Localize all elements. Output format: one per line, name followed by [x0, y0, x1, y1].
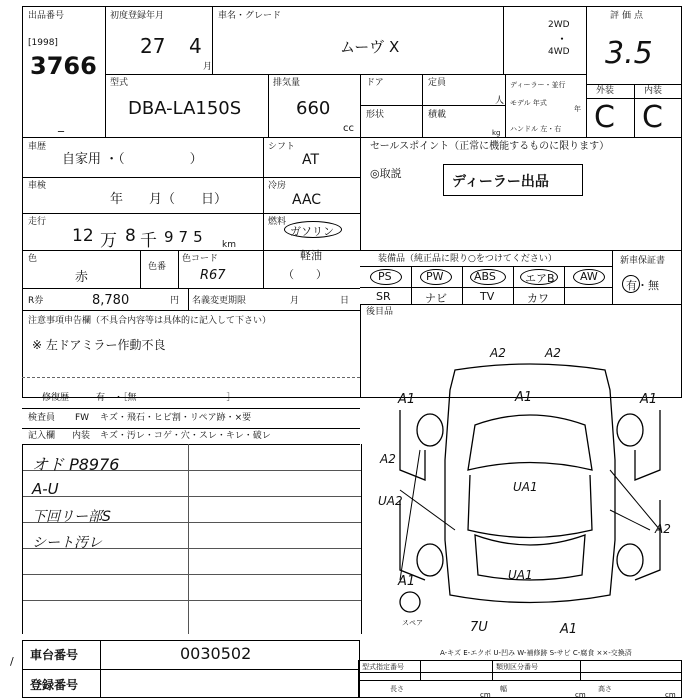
divider	[105, 6, 106, 138]
mark-a2-top-right: A2	[545, 346, 561, 360]
divider	[634, 84, 635, 138]
exterior-value: C	[594, 100, 615, 135]
color-value: 赤	[75, 270, 89, 285]
mark-a1-bottom-right: A1	[560, 622, 578, 637]
reg-expiry-month: 月	[290, 296, 300, 306]
side-mark: /	[10, 655, 14, 668]
shape-label: 形状	[366, 110, 385, 120]
divider	[360, 105, 505, 106]
equip-ps: PS	[378, 270, 392, 283]
grade-label: 評価点	[610, 11, 647, 21]
mileage-sen-unit: 千	[140, 231, 157, 251]
first-reg-month-unit: 月	[203, 62, 213, 72]
shift-label: シフト	[268, 142, 296, 152]
equip-sr: SR	[376, 290, 391, 303]
recycle-value: 8,780	[92, 293, 130, 308]
lot-label: 出品番号	[28, 11, 65, 21]
height-unit: cm	[665, 691, 676, 699]
equip-aw: AW	[580, 270, 598, 283]
equip-leather: カワ	[527, 292, 549, 305]
fuel-label: 燃料	[268, 217, 287, 227]
shift-value: AT	[302, 152, 320, 168]
color-num-label: 色番	[148, 262, 167, 272]
history-label: 車歴	[28, 142, 47, 152]
mark-a1-top: A1	[515, 390, 533, 405]
equip-navi: ナビ	[425, 292, 447, 305]
registration-label: 登録番号	[30, 678, 79, 692]
capacity-unit: 人	[495, 96, 505, 106]
divider	[22, 177, 360, 178]
mark-a2-top-left: A2	[490, 346, 506, 360]
handwritten-note: オド P8976	[32, 455, 120, 474]
inspection-value: 年 月（ 日）	[110, 192, 228, 207]
equip-tv: TV	[480, 290, 495, 303]
drive-dot: ・	[556, 32, 569, 46]
door-label: ドア	[366, 78, 384, 88]
divider	[513, 266, 514, 304]
entry-label: 記入欄	[28, 431, 56, 441]
aircon-value: AAC	[292, 192, 322, 208]
divider	[422, 74, 423, 138]
mark-ua2: UA2	[378, 494, 403, 508]
notes-label: 注意事項申告欄（不具合内容等は具体的に記入して下さい）	[28, 316, 272, 326]
dealer-model-year-label: モデル 年式	[510, 99, 547, 107]
displacement-value: 660	[296, 98, 331, 119]
mark-a1-right: A1	[640, 392, 658, 407]
divider	[22, 310, 360, 311]
check-fw: FW	[75, 413, 90, 423]
chassis-value: 0030502	[180, 644, 252, 663]
divider	[358, 680, 682, 681]
divider	[612, 250, 613, 304]
first-reg-label: 初度登録年月	[110, 11, 165, 21]
width-label: 幅	[500, 685, 507, 693]
mileage-label: 走行	[28, 217, 47, 227]
divider	[22, 408, 360, 409]
history-value: 自家用 ・（ ）	[62, 152, 203, 167]
lot-mark: _	[58, 118, 64, 132]
divider	[22, 250, 682, 251]
warranty-value: 有・無	[626, 279, 659, 292]
notes-line1: ※ 左ドアミラー作動不良	[32, 338, 166, 352]
divider	[268, 74, 269, 138]
damage-legend: A-キズ E-エクボ U-凹み W-補修跡 S-サビ C-腐食 ××-交換済	[440, 649, 632, 657]
divider	[462, 266, 463, 304]
color-code-value: R67	[200, 268, 226, 283]
divider	[100, 640, 101, 698]
displacement-unit: cc	[343, 123, 354, 134]
divider	[505, 74, 506, 138]
lot-year-tag: [1998]	[28, 38, 58, 48]
divider	[492, 660, 493, 680]
length-unit: cm	[480, 691, 491, 699]
mileage-sen: 8	[125, 226, 136, 246]
seat-label: 後目品	[366, 307, 394, 317]
divider	[420, 660, 421, 680]
mark-ua1-rear: UA1	[508, 568, 533, 582]
mark-spare: スペア	[402, 619, 423, 627]
divider	[22, 288, 360, 289]
equipment-label: 装備品（純正品に限り○をつけてください）	[378, 254, 557, 264]
notes-repair: 修復歴 有 ・［無 ］	[42, 393, 236, 403]
model-code-value: DBA-LA150S	[128, 98, 242, 119]
divider	[22, 669, 360, 670]
fuel-other: （ ）	[283, 268, 327, 281]
load-label: 積載	[428, 110, 447, 120]
entry-inner: 内装	[72, 431, 91, 441]
handwritten-note: シート汚レ	[32, 535, 102, 551]
interior-value: C	[642, 100, 663, 135]
capacity-label: 定員	[428, 78, 447, 88]
mark-a1-bottom-left: A1	[398, 574, 416, 589]
inspection-label: 車検	[28, 181, 47, 191]
aircon-label: 冷房	[268, 181, 287, 191]
equip-abs: ABS	[474, 270, 496, 283]
entry-inner-items: キズ・汚レ・コゲ・穴・スレ・キレ・破レ	[100, 431, 271, 441]
sales-manual: ◎取説	[370, 167, 402, 180]
divider	[105, 74, 586, 75]
handwritten-note: 下回リー部S	[32, 509, 111, 525]
lot-number: 3766	[30, 52, 97, 80]
mark-ua1-center: UA1	[513, 480, 538, 494]
divider	[140, 250, 141, 288]
drive-2wd: 2WD	[548, 20, 570, 30]
dealer-label: ディーラー・並行	[510, 81, 566, 89]
recycle-unit: 円	[170, 296, 180, 306]
model-name-label: 車名・グレード	[218, 11, 282, 21]
height-label: 高さ	[598, 685, 612, 693]
mark-a2-right: A2	[655, 522, 671, 536]
divider	[360, 266, 612, 267]
mileage-unit: km	[222, 240, 236, 250]
exterior-label: 外装	[596, 86, 615, 96]
mileage-rest: 975	[164, 228, 208, 246]
color-label: 色	[28, 254, 38, 264]
divider	[360, 304, 682, 305]
reg-expiry-label: 名義変更期限	[192, 296, 247, 306]
divider	[360, 287, 612, 288]
model-code-label: 型式	[110, 78, 129, 88]
divider	[22, 213, 360, 214]
recycle-label: R券	[28, 296, 44, 306]
divider	[188, 288, 189, 310]
equip-pw: PW	[426, 270, 444, 283]
mark-a1-left: A1	[398, 392, 416, 407]
divider	[22, 428, 360, 429]
drive-4wd: 4WD	[548, 47, 570, 57]
divider	[358, 672, 682, 673]
divider	[411, 266, 412, 304]
dealer-handle-label: ハンドル 左・右	[510, 125, 562, 133]
divider	[360, 74, 361, 138]
first-reg-year: 27	[140, 34, 166, 58]
first-reg-month: 4	[189, 34, 202, 58]
divider	[22, 377, 360, 378]
model-spec-label: 型式指定番号	[362, 663, 404, 671]
divider	[580, 660, 581, 680]
displacement-label: 排気量	[273, 78, 301, 88]
divider	[564, 266, 565, 304]
width-unit: cm	[575, 691, 586, 699]
load-unit: kg	[492, 129, 501, 137]
divider	[178, 250, 179, 288]
check-label: 検査員	[28, 413, 56, 423]
check-fw-items: キズ・飛石・ヒビ割・リペア跡・×要	[100, 413, 252, 423]
class-spec-label: 類別区分番号	[496, 663, 538, 671]
fuel-gasoline: ガソリン	[290, 225, 334, 238]
divider	[360, 138, 361, 250]
mark-a2-left: A2	[380, 452, 396, 466]
model-name-value: ムーヴ X	[340, 38, 400, 56]
divider	[503, 6, 504, 74]
fuel-diesel: 軽油	[300, 249, 322, 262]
interior-label: 内装	[644, 86, 663, 96]
sales-dealer-car: ディーラー出品	[452, 174, 549, 190]
mark-seven-u: 7U	[470, 620, 488, 635]
divider	[212, 6, 213, 74]
dealer-year-unit: 年	[574, 105, 581, 113]
mileage-man-unit: 万	[100, 231, 117, 251]
color-code-label: 色コード	[182, 254, 219, 264]
sales-label: セールスポイント（正常に機能するものに限ります）	[370, 141, 610, 152]
grade-value: 3.5	[605, 36, 653, 71]
warranty-label: 新車保証書	[620, 256, 666, 266]
equip-airb: エアB	[525, 272, 555, 285]
divider	[586, 6, 587, 138]
chassis-label: 車台番号	[30, 648, 79, 662]
top-section-frame	[22, 6, 682, 138]
handwritten-note: A-U	[32, 480, 59, 498]
length-label: 長さ	[390, 685, 404, 693]
mileage-man: 12	[72, 226, 94, 246]
reg-expiry-day: 日	[340, 296, 350, 306]
